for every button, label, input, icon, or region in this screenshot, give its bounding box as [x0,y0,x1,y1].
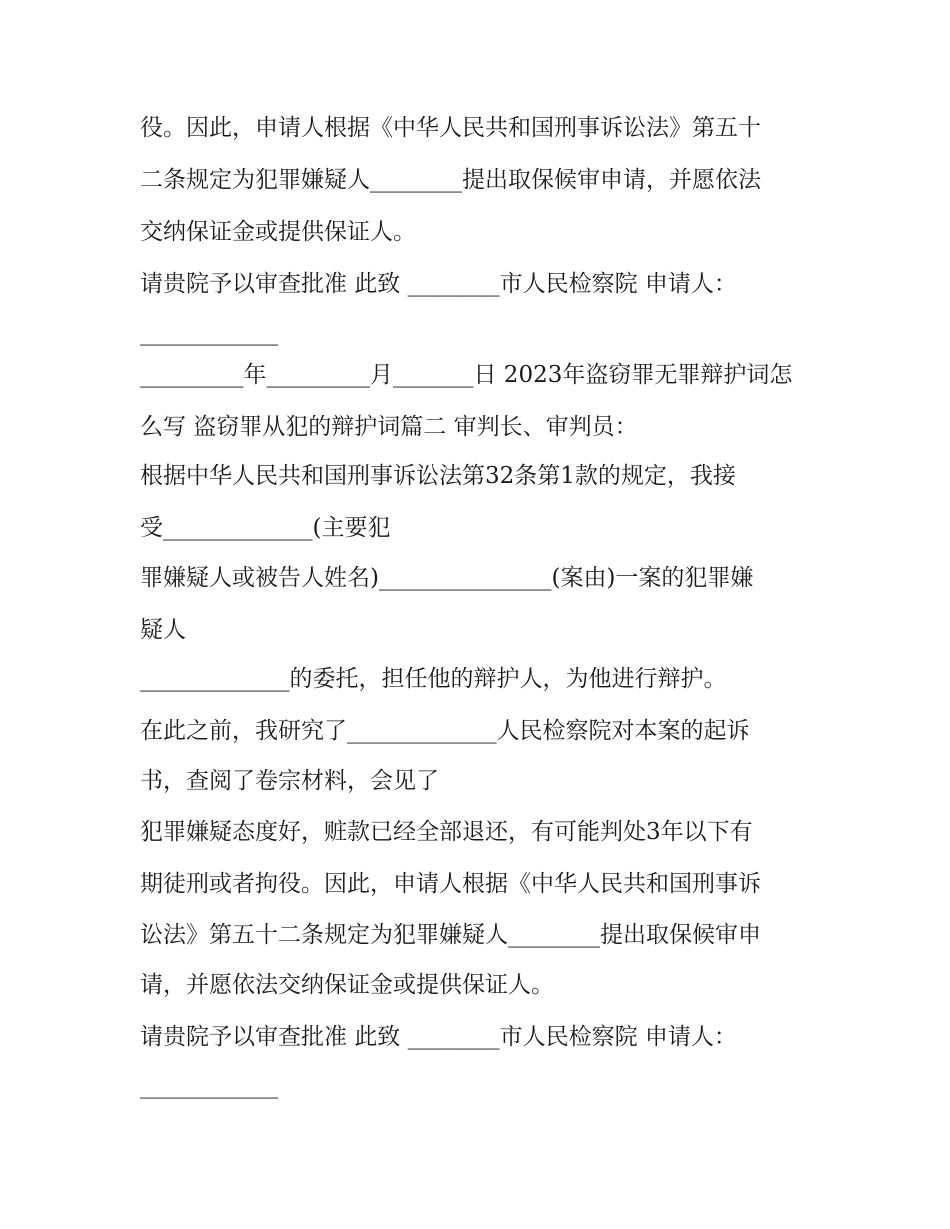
text-line: 么写 盗窃罪从犯的辩护词篇二 审判长、审判员： [140,414,638,440]
text-line: 罪嫌疑人或被告人姓名)_______________(案由)一案的犯罪嫌 [140,565,754,591]
text-line: 根据中华人民共和国刑事诉讼法第32条第1款的规定，我接 [140,463,736,489]
text-line: ____________ [140,320,278,346]
text-line: 书，查阅了卷宗材料，会见了 [140,768,439,794]
text-line: 请贵院予以审查批准 此致 ________市人民检察院 申请人： [140,271,737,297]
text-line: 请，并愿依法交纳保证金或提供保证人。 [140,972,554,998]
text-line: _________年_________月_______日 2023年盗窃罪无罪辩护词怎 [140,362,793,388]
text-line: 犯罪嫌疑态度好，赃款已经全部退还，有可能判处3年以下有 [140,819,753,845]
text-line: 受_____________(主要犯 [140,515,391,541]
text-line: 请贵院予以审查批准 此致 ________市人民检察院 申请人： [140,1024,737,1050]
text-line: 讼法》第五十二条规定为犯罪嫌疑人________提出取保候审申 [140,922,761,948]
text-line: 在此之前，我研究了_____________人民检察院对本案的起诉 [140,718,750,744]
text-line: 期徒刑或者拘役。因此，申请人根据《中华人民共和国刑事诉 [140,871,761,897]
text-line: 役。因此，申请人根据《中华人民共和国刑事诉讼法》第五十 [140,115,761,141]
text-line: _____________的委托，担任他的辩护人，为他进行辩护。 [140,666,727,692]
text-line: ____________ [140,1073,278,1099]
text-line: 疑人 [140,617,186,643]
text-line: 交纳保证金或提供保证人。 [140,219,416,245]
text-line: 二条规定为犯罪嫌疑人________提出取保候审申请，并愿依法 [140,167,761,193]
